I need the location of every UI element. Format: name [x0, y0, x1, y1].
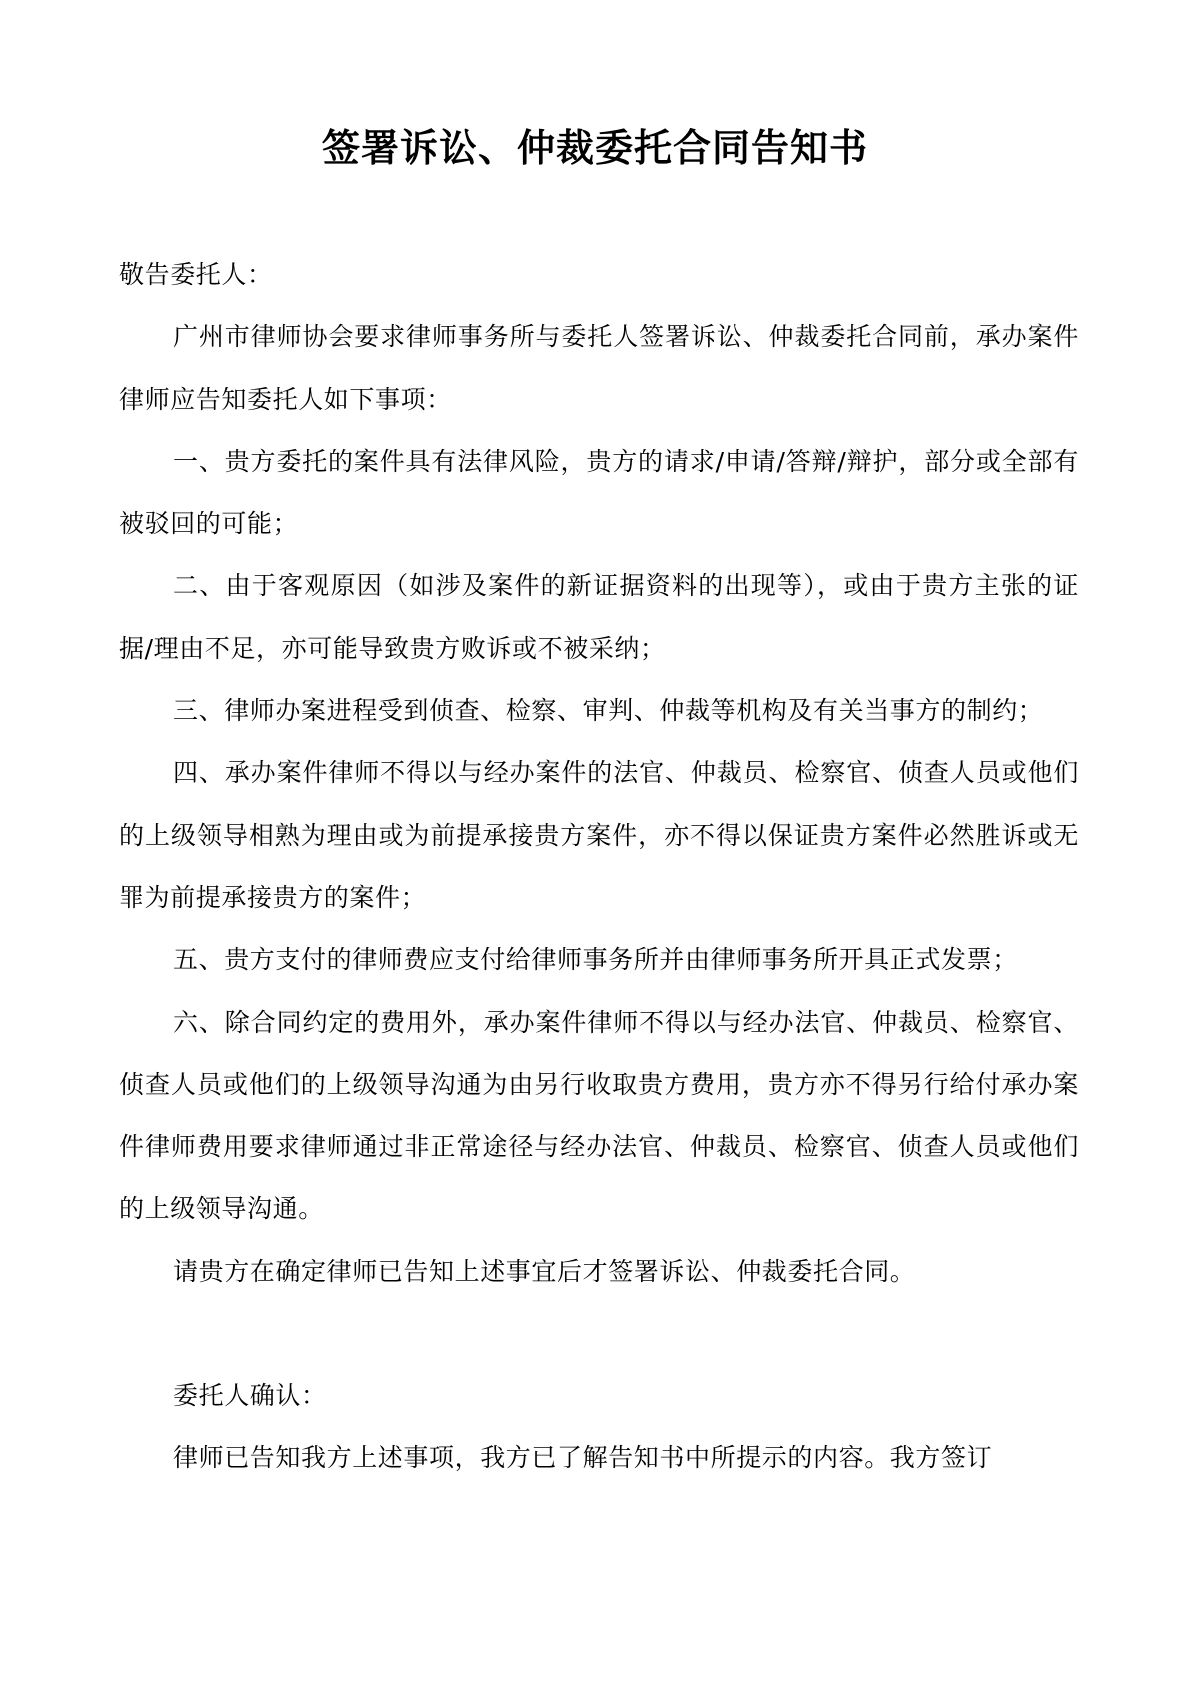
closing-paragraph: 请贵方在确定律师已告知上述事宜后才签署诉讼、仲裁委托合同。 [173, 1256, 916, 1286]
notice-item-2: 二、由于客观原因（如涉及案件的新证据资料的出现等），或由于贵方主张的证据/理由不足，亦可能导致贵方败诉或不被采纳； [119, 571, 1079, 663]
notice-item-3: 三、律师办案进程受到侦查、检察、审判、仲裁等机构及有关当事方的制约； [173, 696, 1044, 726]
notice-item-5: 五、贵方支付的律师费应支付给律师事务所并由律师事务所开具正式发票； [173, 945, 1018, 975]
notice-item-1: 一、贵方委托的案件具有法律风险，贵方的请求/申请/答辩/辩护，部分或全部有被驳回的可能； [119, 446, 1079, 539]
confirm-heading: 委托人确认： [173, 1381, 327, 1411]
salutation: 敬告委托人： [119, 260, 273, 289]
intro-paragraph: 广州市律师协会要求律师事务所与委托人签署诉讼、仲裁委托合同前，承办案件律师应告知委托人如下事项： [119, 322, 1079, 414]
paragraph-spacer [119, 1303, 1079, 1365]
document-title: 签署诉讼、仲裁委托合同告知书 [321, 125, 868, 170]
notice-item-6: 六、除合同约定的费用外，承办案件律师不得以与经办法官、仲裁员、检察官、侦查人员或他们的上级领导沟通为由另行收取贵方费用，贵方亦不得另行给付承办案件律师费用要求律师通过非正常途径与经办法官、仲裁员、检察官、侦查人员或他们的上级领导沟通。 [119, 1007, 1079, 1224]
confirm-text: 律师已告知我方上述事项，我方已了解告知书中所提示的内容。我方签订 [173, 1443, 993, 1473]
notice-item-4: 四、承办案件律师不得以与经办案件的法官、仲裁员、检察官、侦查人员或他们的上级领导相熟为理由或为前提承接贵方案件，亦不得以保证贵方案件必然胜诉或无罪为前提承接贵方的案件； [119, 758, 1079, 912]
document-body [119, 244, 1079, 1490]
